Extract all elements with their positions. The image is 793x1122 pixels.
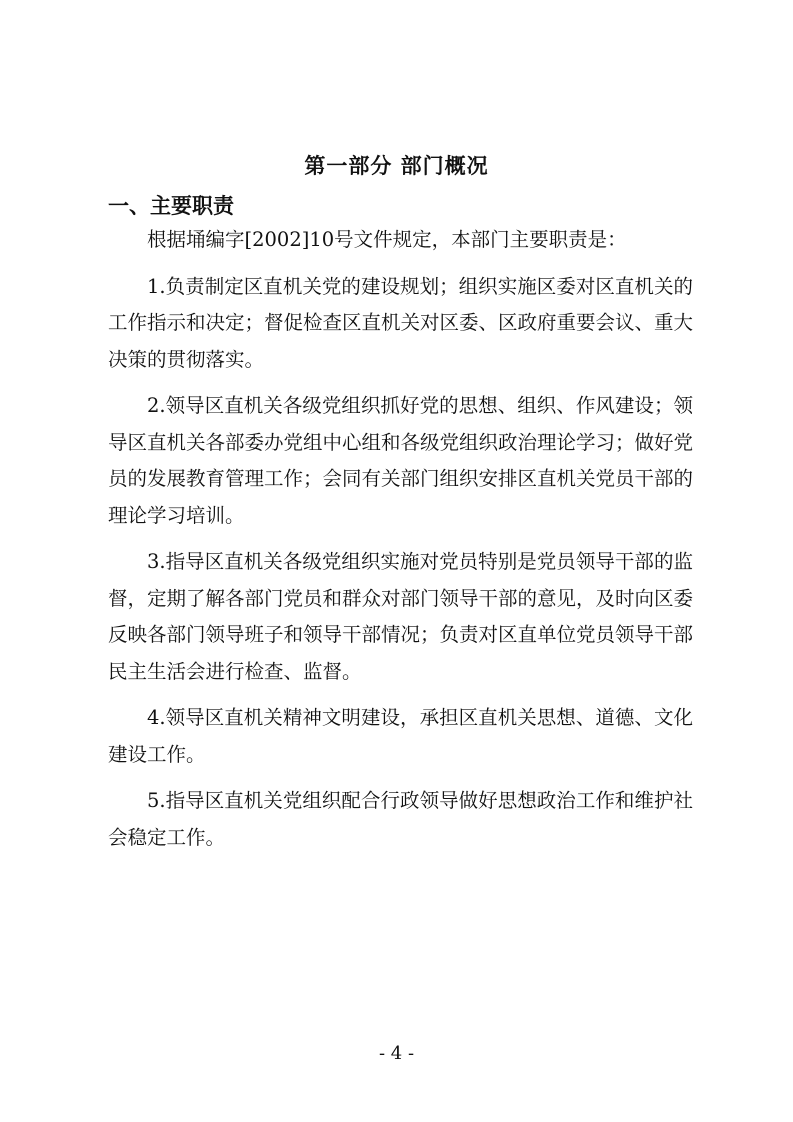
duty-item-1: 1.负责制定区直机关党的建设规划；组织实施区委对区直机关的工作指示和决定；督促检查区直机关对区委、区政府重要会议、重大决策的贯彻落实。 (108, 274, 694, 371)
duty-item-5: 5.指导区直机关党组织配合行政领导做好思想政治工作和维护社会稳定工作。 (108, 789, 693, 849)
duty-item-2: 2.领导区直机关各级党组织抓好党的思想、组织、作风建设；领导区直机关各部委办党组中心组和各级党组织政治理论学习；做好党员的发展教育管理工作；会同有关部门组织安排区直机关党员干部的理论学习培训。 (108, 394, 694, 527)
section-heading: 一、主要职责 (108, 194, 234, 218)
page-number: - 4 - (378, 1043, 415, 1064)
intro-paragraph: 根据埇编字[2002]10号文件规定，本部门主要职责是： (147, 228, 627, 251)
document-body (108, 222, 693, 856)
duty-item-3: 3.指导区直机关各级党组织实施对党员特别是党员领导干部的监督，定期了解各部门党员和群众对部门领导干部的意见，及时向区委反映各部门领导班子和领导干部情况；负责对区直单位党员领导干部民主生活会进行检查、监督。 (108, 550, 694, 683)
part-title: 第一部分 部门概况 (304, 154, 489, 178)
duty-item-4: 4.领导区直机关精神文明建设，承担区直机关思想、道德、文化建设工作。 (108, 706, 693, 766)
